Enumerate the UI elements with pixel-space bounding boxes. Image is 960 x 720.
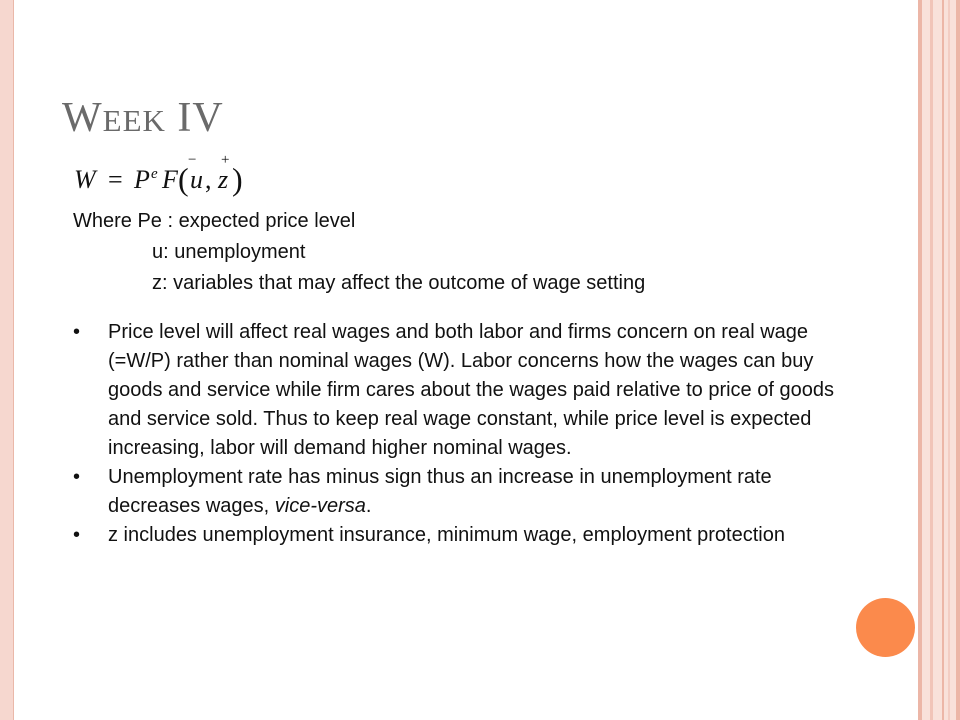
definition-z: z: variables that may affect the outcome of wage setting	[152, 272, 646, 294]
bullet-marker: •	[73, 524, 81, 546]
definition-pe: Where Pe : expected price level	[73, 210, 356, 232]
eq-u: u	[190, 165, 203, 194]
variable-definitions	[73, 206, 645, 299]
right-border-stripes	[918, 0, 960, 720]
bullet-marker: •	[73, 321, 81, 343]
definition-u: u: unemployment	[152, 241, 306, 263]
bullet-item: • Unemployment rate has minus sign thus an increase in unemployment rate decreases wages, vice-versa.	[73, 463, 863, 521]
eq-z: z	[218, 165, 229, 194]
eq-equals: =	[108, 165, 123, 194]
slide-title: WEEK IV	[62, 95, 224, 141]
eq-f: F	[162, 165, 178, 194]
eq-close-paren: )	[232, 161, 243, 197]
bullet-item: • Price level will affect real wages and both labor and firms concern on real wage (=W/P) rather than nominal wages (W). Labor concerns how the wages can buy goods and service while firm cares about the wages paid relative to price of goods and service sold. Thus to keep real wage constant, while price level is expected increasing, labor will demand higher nominal wages.	[73, 318, 863, 463]
decorative-orange-circle	[856, 598, 915, 657]
eq-w: W	[74, 165, 96, 194]
eq-plus-sign: +	[221, 152, 230, 168]
wage-setting-equation	[74, 150, 274, 198]
eq-comma: ,	[205, 165, 212, 194]
bullet-item: • z includes unemployment insurance, minimum wage, employment protection	[73, 521, 863, 550]
left-border-stripe	[0, 0, 14, 720]
bullet-list	[73, 318, 863, 550]
eq-p-superscript: e	[151, 166, 158, 182]
bullet-marker: •	[73, 466, 81, 488]
eq-minus-sign: −	[188, 152, 197, 168]
eq-open-paren: (	[178, 161, 189, 197]
eq-p: P	[134, 165, 150, 194]
